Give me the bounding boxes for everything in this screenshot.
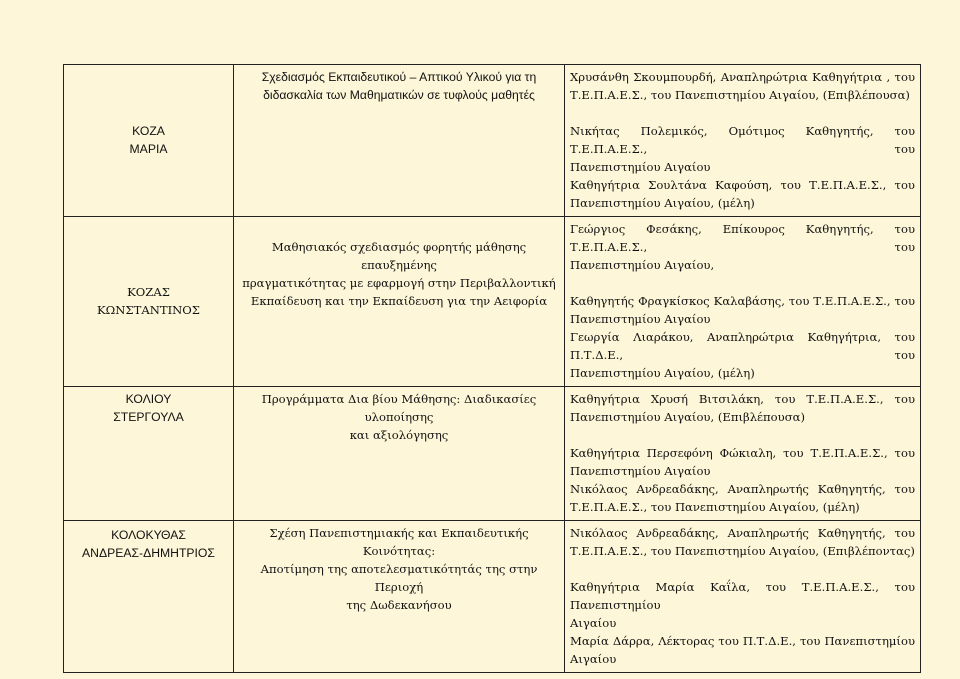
candidate-name: ΚΟΛΟΚΥΘΑΣ ΑΝΔΡΕΑΣ-ΔΗΜΗΤΡΙΟΣ (64, 521, 234, 673)
table-row (64, 387, 921, 521)
candidate-name: ΚΟΖΑΣ ΚΩΝΣΤΑΝΤΙΝΟΣ (64, 217, 234, 387)
table-row (64, 217, 921, 387)
candidate-name: ΚΟΛΙΟΥ ΣΤΕΡΓΟΥΛΑ (64, 387, 234, 521)
committee-members: Νικόλαος Ανδρεαδάκης, Αναπληρωτής Καθηγητής, του Τ.Ε.Π.Α.Ε.Σ., του Πανεπιστημίου Αιγαίου, (Επιβλέποντας) Καθηγήτρια Μαρία Καΐλα, του Τ.Ε.Π.Α.Ε.Σ., του Πανεπιστημίου Αιγαίου Μαρία Δάρρα, Λέκτορας του Π.Τ.Δ.Ε., του Πανεπιστημίου Αιγαίου (565, 521, 921, 673)
committee-table (63, 64, 921, 673)
table-row (64, 65, 921, 217)
thesis-title: Σχέση Πανεπιστημιακής και Εκπαιδευτικής Κοινότητας: Αποτίμηση της αποτελεσματικότητάς της στην Περιοχή της Δωδεκανήσου (234, 521, 565, 673)
candidate-name: ΚΟΖΑ ΜΑΡΙΑ (64, 65, 234, 217)
thesis-title: Προγράμματα Δια βίου Μάθησης: Διαδικασίες υλοποίησης και αξιολόγησης (234, 387, 565, 521)
thesis-title: Σχεδιασμός Εκπαιδευτικού – Απτικού Υλικού για τη διδασκαλία των Μαθηματικών σε τυφλούς μαθητές (234, 65, 565, 217)
table-row (64, 521, 921, 673)
thesis-title: Μαθησιακός σχεδιασμός φορητής μάθησης επαυξημένης πραγματικότητας με εφαρμογή στην Περιβαλλοντική Εκπαίδευση και την Εκπαίδευση για την Αειφορία (234, 217, 565, 387)
committee-members: Γεώργιος Φεσάκης, Επίκουρος Καθηγητής, του Τ.Ε.Π.Α.Ε.Σ., του Πανεπιστημίου Αιγαίου, Καθηγητής Φραγκίσκος Καλαβάσης, του Τ.Ε.Π.Α.Ε.Σ., του Πανεπιστημίου Αιγαίου Γεωργία Λιαράκου, Αναπληρώτρια Καθηγήτρια, του Π.Τ.Δ.Ε., του Πανεπιστημίου Αιγαίου, (μέλη) (565, 217, 921, 387)
committee-members: Καθηγήτρια Χρυσή Βιτσιλάκη, του Τ.Ε.Π.Α.Ε.Σ., του Πανεπιστημίου Αιγαίου, (Επιβλέπουσα) Καθηγήτρια Περσεφόνη Φώκιαλη, του Τ.Ε.Π.Α.Ε.Σ., του Πανεπιστημίου Αιγαίου Νικόλαος Ανδρεαδάκης, Αναπληρωτής Καθηγητής, του Τ.Ε.Π.Α.Ε.Σ., του Πανεπιστημίου Αιγαίου, (μέλη) (565, 387, 921, 521)
committee-members: Χρυσάνθη Σκουμπουρδή, Αναπληρώτρια Καθηγήτρια , του Τ.Ε.Π.Α.Ε.Σ., του Πανεπιστημίου Αιγαίου, (Επιβλέπουσα) Νικήτας Πολεμικός, Ομότιμος Καθηγητής, του Τ.Ε.Π.Α.Ε.Σ., του Πανεπιστημίου Αιγαίου Καθηγήτρια Σουλτάνα Καφούση, του Τ.Ε.Π.Α.Ε.Σ., του Πανεπιστημίου Αιγαίου, (μέλη) (565, 65, 921, 217)
